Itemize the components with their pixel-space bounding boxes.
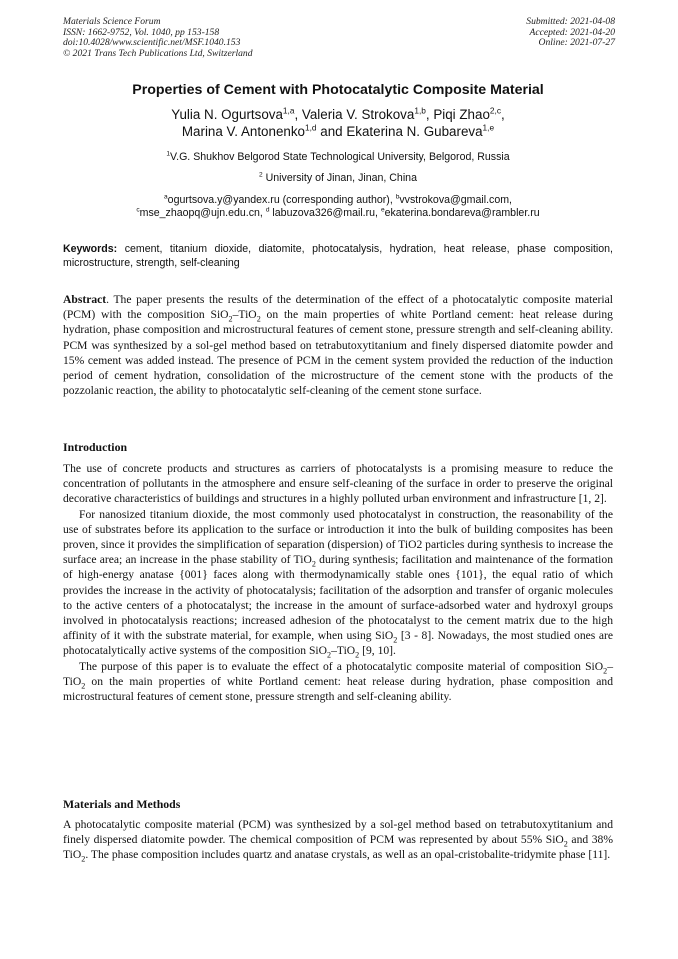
journal-info bbox=[63, 17, 253, 59]
paragraph: A photocatalytic composite material (PCM) was synthesized by a sol-gel method based on tetrabutoxytitanium and finely dispersed diatomite powder. The chemical composition of PCM was represented by about 55% SiO$_2$ and 38% TiO$_2$. The phase composition includes quartz and anatase crystals, as well as an opal-cristobalite-tridymite phase [11]. bbox=[63, 818, 613, 864]
abstract-label: Abstract bbox=[63, 293, 107, 306]
journal-doi: doi:10.4028/www.scientific.net/MSF.1040.153 bbox=[63, 37, 241, 49]
email-link[interactable]: vvstrokova@gmail.com, bbox=[399, 194, 512, 206]
author-affil-mark: 1,b bbox=[414, 105, 426, 116]
date-accepted: Accepted: 2021-04-20 bbox=[529, 26, 615, 38]
author-conjunction: and bbox=[316, 124, 347, 139]
journal-copyright: © 2021 Trans Tech Publications Ltd, Switzerland bbox=[63, 47, 253, 59]
author-affil-mark: 2,c bbox=[489, 105, 501, 116]
author-name: Valeria V. Strokova bbox=[301, 107, 415, 122]
section-heading-materials: Materials and Methods bbox=[63, 797, 181, 811]
keywords-label: Keywords: bbox=[63, 243, 118, 255]
author-name: Yulia N. Ogurtsova bbox=[171, 107, 283, 122]
submission-dates bbox=[526, 17, 615, 49]
email-link[interactable]: ogurtsova.y@yandex.ru (corresponding author), bbox=[167, 194, 396, 206]
author-emails: $^a$ogurtsova.y@yandex.ru (corresponding author), $^b$vvstrokova@gmail.com, $^c$mse_zhaopq@ujn.edu.cn, $^d$ labuzova326@mail.ru, $^e$ekaterina.bondareva@rambler.ru bbox=[136, 193, 540, 219]
email-link[interactable]: mse_zhaopq@ujn.edu.cn, bbox=[139, 207, 266, 219]
date-online: Online: 2021-07-27 bbox=[538, 37, 615, 49]
paragraph: For nanosized titanium dioxide, the most commonly used photocatalyst in construction, the reasonability of the use of substrates before its application to the surface or introduction it into the bulk of building composites has been proven, since it provides the simplification of separation (dispersion) of TiO2 particles during synthesis to increase the surface area; an increase in the phase stability of TiO$_2$ during synthesis; facilitation and maintenance of the formation of high-energy anatase {001} faces along with thermodynamically stable ones {101}, the equal ratio of which provides the increase in the activity of photocatalysis; facilitation of the adsorption and transfer of organic molecules to the active centers of a photocatalyst; the increase in the amount of surface-adsorbed water and hydroxyl groups involved in photocatalysis reactions; increased adhesion of the photocatalyst to the cement matrix due to the high affinity of it with the substrate material, for example, when using SiO$_2$ [3 - 8]. Nowadays, the most studied ones are photocatalytically active systems of the composition SiO$_2$–TiO$_2$ [9, 10]. bbox=[63, 507, 614, 660]
author-name: Piqi Zhao bbox=[433, 107, 490, 122]
author-affil-mark: 1,d bbox=[304, 122, 317, 133]
author-affil-mark: 1,e bbox=[482, 122, 495, 133]
author-affil-mark: 1,a bbox=[282, 105, 295, 116]
paragraph: The use of concrete products and structures as carriers of photocatalysts is a promising measure to reduce the concentration of pollutants in the atmosphere and ensure self-cleaning of the surface in order to preserve the original decorative characteristics of buildings and structures in a highly polluted urban environment and infrastructure [1, 2]. bbox=[63, 462, 613, 506]
email-link[interactable]: labuzova326@mail.ru, bbox=[269, 207, 381, 219]
author-name: Marina V. Antonenko bbox=[181, 124, 305, 139]
keywords bbox=[63, 242, 613, 270]
date-submitted: Submitted: 2021-04-08 bbox=[526, 16, 615, 27]
paper-title: Properties of Cement with Photocatalytic Composite Material bbox=[132, 82, 544, 98]
author-name: Ekaterina N. Gubareva bbox=[346, 124, 483, 139]
abstract: Abstract. The paper presents the results of the determination of the effect of a photocatalytic composite material (PCM) with the composition SiO$_2$–TiO$_2$ on the main properties of white Portland cement: heat release during hydration, phase composition and microstructural features of cement stone, pressure strength and self-cleaning ability. PCM was synthesized by a sol-gel method based on tetrabutoxytitanium and finely dispersed diatomite powder and 15% cement was added instead. The presence of PCM in the cement system provided the reduction of the induction period of cement hydration, consolidation of the microstructure of the cement stone with the products of the pozzolanic reaction, the ability to photocatalytic self-cleaning of the cement stone surface. bbox=[63, 293, 613, 398]
materials-body bbox=[63, 817, 613, 863]
affiliation-1: $^1$V.G. Shukhov Belgorod State Technological University, Belgorod, Russia bbox=[166, 150, 510, 163]
journal-name: Materials Science Forum bbox=[63, 16, 161, 27]
section-heading-introduction: Introduction bbox=[63, 440, 128, 454]
affiliation-2: $^2$ University of Jinan, Jinan, China bbox=[259, 171, 417, 184]
paragraph: The purpose of this paper is to evaluate the effect of a photocatalytic composite material of composition SiO$_2$–TiO$_2$ on the main properties of white Portland cement: heat release during hydration, phase composition and microstructural features of cement stone, pressure strength and self-cleaning ability. bbox=[63, 659, 613, 704]
author-list: Yulia N. Ogurtsova$^{1,a}$, Valeria V. Strokova$^{1,b}$, Piqi Zhao$^{2,c}$, Marina V. Antonenko$^{1,d}$ and Ekaterina N. Gubareva$^{1,e}$ bbox=[171, 105, 505, 139]
keywords-text: cement, titanium dioxide, diatomite, photocatalysis, hydration, heat release, phase composition, microstructure, strength, self-cleaning bbox=[63, 243, 613, 269]
email-link[interactable]: ekaterina.bondareva@rambler.ru bbox=[384, 207, 540, 219]
journal-issn: ISSN: 1662-9752, Vol. 1040, pp 153-158 bbox=[63, 26, 220, 38]
introduction-body bbox=[63, 461, 613, 704]
